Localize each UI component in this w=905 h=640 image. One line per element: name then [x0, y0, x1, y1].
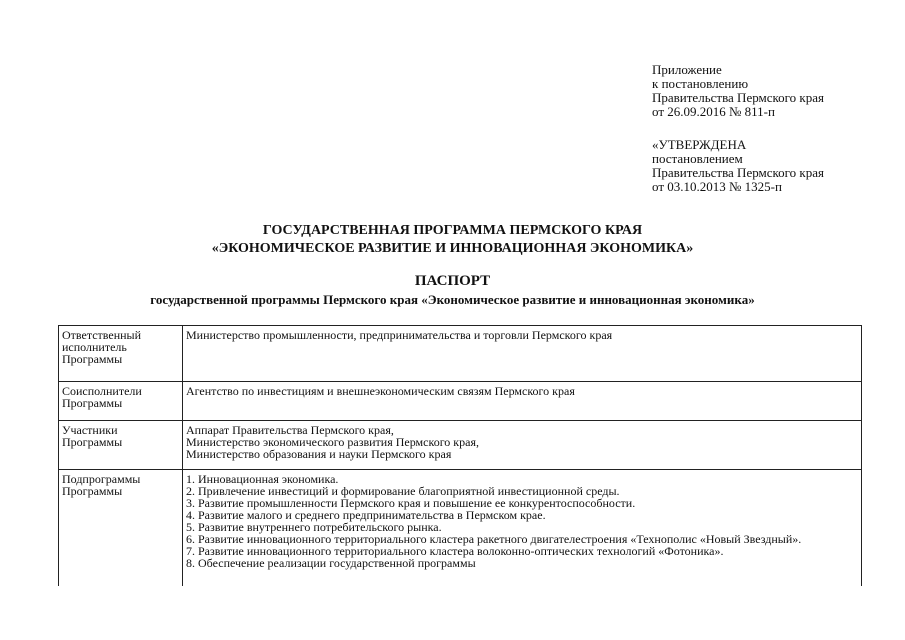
appendix-block — [652, 63, 824, 119]
row-label-cell — [59, 382, 183, 421]
row-value-cell — [183, 326, 862, 382]
row-value: Аппарат Правительства Пермского края, — [186, 423, 394, 437]
program-title — [0, 222, 905, 258]
row-value: Министерство промышленности, предпринимательства и торговли Пермского края — [186, 328, 613, 342]
row-label-cell — [59, 326, 183, 382]
appendix-line: Приложение — [652, 62, 722, 77]
approval-block — [652, 138, 824, 194]
approval-line: Правительства Пермского края — [652, 165, 824, 180]
row-label: Программы — [62, 352, 123, 366]
approval-line: «УТВЕРЖДЕНА — [652, 137, 747, 152]
table-row — [59, 421, 862, 470]
program-title-line2: «ЭКОНОМИЧЕСКОЕ РАЗВИТИЕ И ИННОВАЦИОННАЯ ЭКОНОМИКА» — [211, 241, 694, 256]
row-value: Агентство по инвестициям и внешнеэкономическим связям Пермского края — [186, 384, 575, 398]
table-row — [59, 470, 862, 587]
row-label: Программы — [62, 435, 123, 449]
table-row — [59, 382, 862, 421]
program-title-line1: ГОСУДАРСТВЕННАЯ ПРОГРАММА ПЕРМСКОГО КРАЯ — [262, 223, 643, 238]
subprogram-item: 1. Инновационная экономика. — [186, 472, 339, 486]
row-value: Министерство экономического развития Пермского края, — [186, 435, 479, 449]
subprogram-item: 2. Привлечение инвестиций и формирование благоприятной инвестиционной среды. — [186, 484, 620, 498]
passport-table — [58, 325, 862, 586]
passport-heading-block — [0, 272, 905, 308]
row-label: исполнитель — [62, 340, 127, 354]
row-label: Ответственный — [62, 328, 142, 342]
appendix-line: к постановлению — [652, 76, 749, 91]
row-label: Программы — [62, 396, 123, 410]
subprogram-item: 4. Развитие малого и среднего предпринимательства в Пермском крае. — [186, 508, 546, 522]
row-value-cell — [183, 421, 862, 470]
row-value: Министерство образования и науки Пермского края — [186, 447, 452, 461]
row-value-cell — [183, 382, 862, 421]
row-label: Участники — [62, 423, 118, 437]
subprogram-item: 5. Развитие внутреннего потребительского рынка. — [186, 520, 442, 534]
approval-line: постановлением — [652, 151, 743, 166]
subprogram-item: 6. Развитие инновационного территориального кластера ракетного двигателестроения «Технополис «Новый Звездный». — [186, 532, 802, 546]
appendix-line: от 26.09.2016 № 811-п — [652, 104, 775, 119]
row-label: Соисполнители — [62, 384, 142, 398]
row-label: Подпрограммы — [62, 472, 141, 486]
table-row — [59, 326, 862, 382]
approval-line: от 03.10.2013 № 1325-п — [652, 179, 782, 194]
row-label-cell — [59, 421, 183, 470]
subprogram-item: 7. Развитие инновационного территориального кластера волоконно-оптических технологий «Фотоника». — [186, 544, 724, 558]
row-label-cell — [59, 470, 183, 587]
subprogram-item: 8. Обеспечение реализации государственной программы — [186, 556, 476, 570]
passport-subtitle: государственной программы Пермского края «Экономическое развитие и инновационная экономика» — [150, 292, 755, 307]
row-value-cell — [183, 470, 862, 587]
row-label: Программы — [62, 484, 123, 498]
passport-heading: ПАСПОРТ — [414, 273, 491, 289]
subprogram-item: 3. Развитие промышленности Пермского края и повышение ее конкурентоспособности. — [186, 496, 636, 510]
appendix-line: Правительства Пермского края — [652, 90, 824, 105]
